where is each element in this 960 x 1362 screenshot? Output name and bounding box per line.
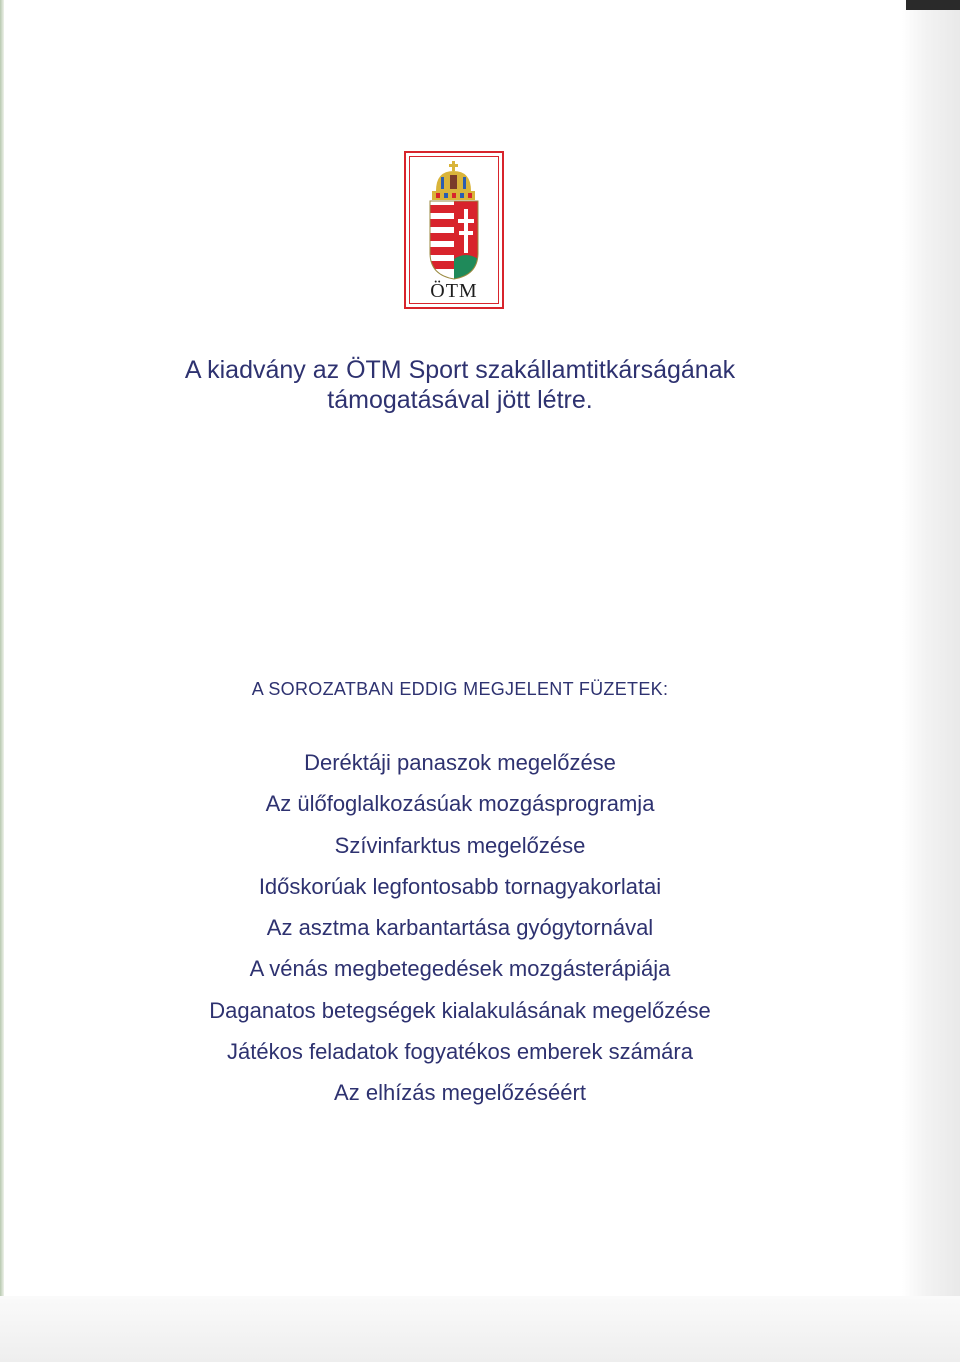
scan-edge-right xyxy=(902,0,960,1362)
scan-edge-left xyxy=(0,0,4,1362)
series-heading: A SOROZATBAN EDDIG MEGJELENT FÜZETEK: xyxy=(251,679,669,699)
series-title: Időskorúak legfontosabb tornagyakorlatai xyxy=(258,873,662,899)
series-title: Az asztma karbantartása gyógytornával xyxy=(266,915,654,941)
support-line-1: A kiadvány az ÖTM Sport szakállamtitkárságának xyxy=(184,356,736,384)
series-title: A vénás megbetegedések mozgásterápiája xyxy=(249,956,671,982)
scan-edge-bottom xyxy=(0,1296,960,1362)
series-title: Deréktáji panaszok megelőzése xyxy=(304,750,616,775)
support-line-2: támogatásával jött létre. xyxy=(327,386,593,414)
series-title: Daganatos betegségek kialakulásának megelőzése xyxy=(209,997,711,1023)
otm-logo xyxy=(404,151,504,309)
series-title-list xyxy=(110,742,810,1114)
scan-corner-mark xyxy=(906,0,960,10)
series-title: Az elhízás megelőzéséért xyxy=(334,1080,586,1106)
series-title: Játékos feladatok fogyatékos emberek számára xyxy=(227,1039,693,1065)
support-statement xyxy=(130,355,790,415)
logo-label: ÖTM xyxy=(430,280,478,302)
series-title: Az ülőfoglalkozásúak mozgásprogramja xyxy=(265,791,655,817)
series-title: Szívinfarktus megelőzése xyxy=(334,832,586,858)
